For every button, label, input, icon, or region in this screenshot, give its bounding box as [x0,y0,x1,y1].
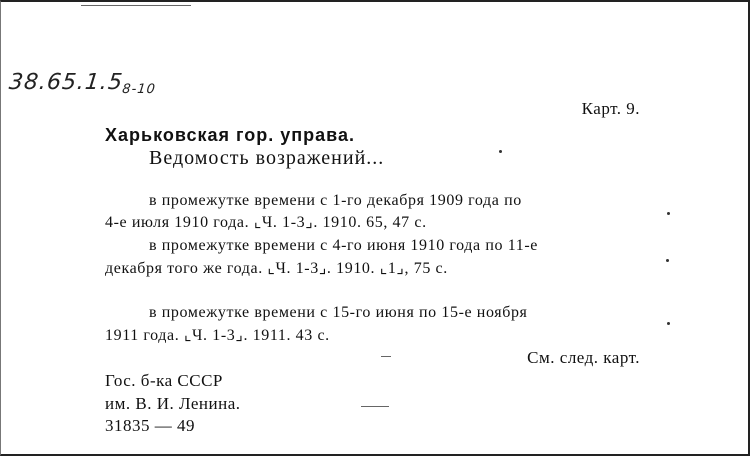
scan-speck [667,322,670,325]
scan-speck [667,212,670,215]
document-title: Ведомость возражений... [149,147,385,169]
see-next-card: См. след. карт. [527,348,640,367]
inventory-number: 31835 — 49 [105,416,195,435]
entry-3-line-1: в промежутке времени с 15-го июня по 15-е ноября [149,304,528,321]
scan-speck [381,356,391,357]
shelf-mark-sub: 8-10 [121,82,157,97]
scan-speck [666,259,669,262]
entry-1-line-2: 4-е июля 1910 года. ⌞Ч. 1-3⌟. 1910. 65, 47 с. [105,214,427,231]
entry-1-line-1: в промежутке времени с 1-го декабря 1909 года по [149,192,522,209]
shelf-mark-main: 38.65.1.5 [7,70,125,95]
entry-3-line-2: 1911 года. ⌞Ч. 1-3⌟. 1911. 43 с. [105,327,330,344]
scan-speck [499,150,502,153]
entry-2-line-1: в промежутке времени с 4-го июня 1910 года по 11-е [149,237,538,254]
scan-speck [361,406,389,407]
entry-2-line-2: декабря того же года. ⌞Ч. 1-3⌟. 1910. ⌞1⌟, 75 с. [105,260,448,277]
library-dedication: им. В. И. Ленина. [105,394,241,413]
organization-heading: Харьковская гор. управа. [105,125,355,145]
card-number: Карт. 9. [581,99,640,118]
shelf-mark [7,70,158,97]
library-name: Гос. б-ка СССР [105,371,223,390]
scan-speck [81,5,191,6]
